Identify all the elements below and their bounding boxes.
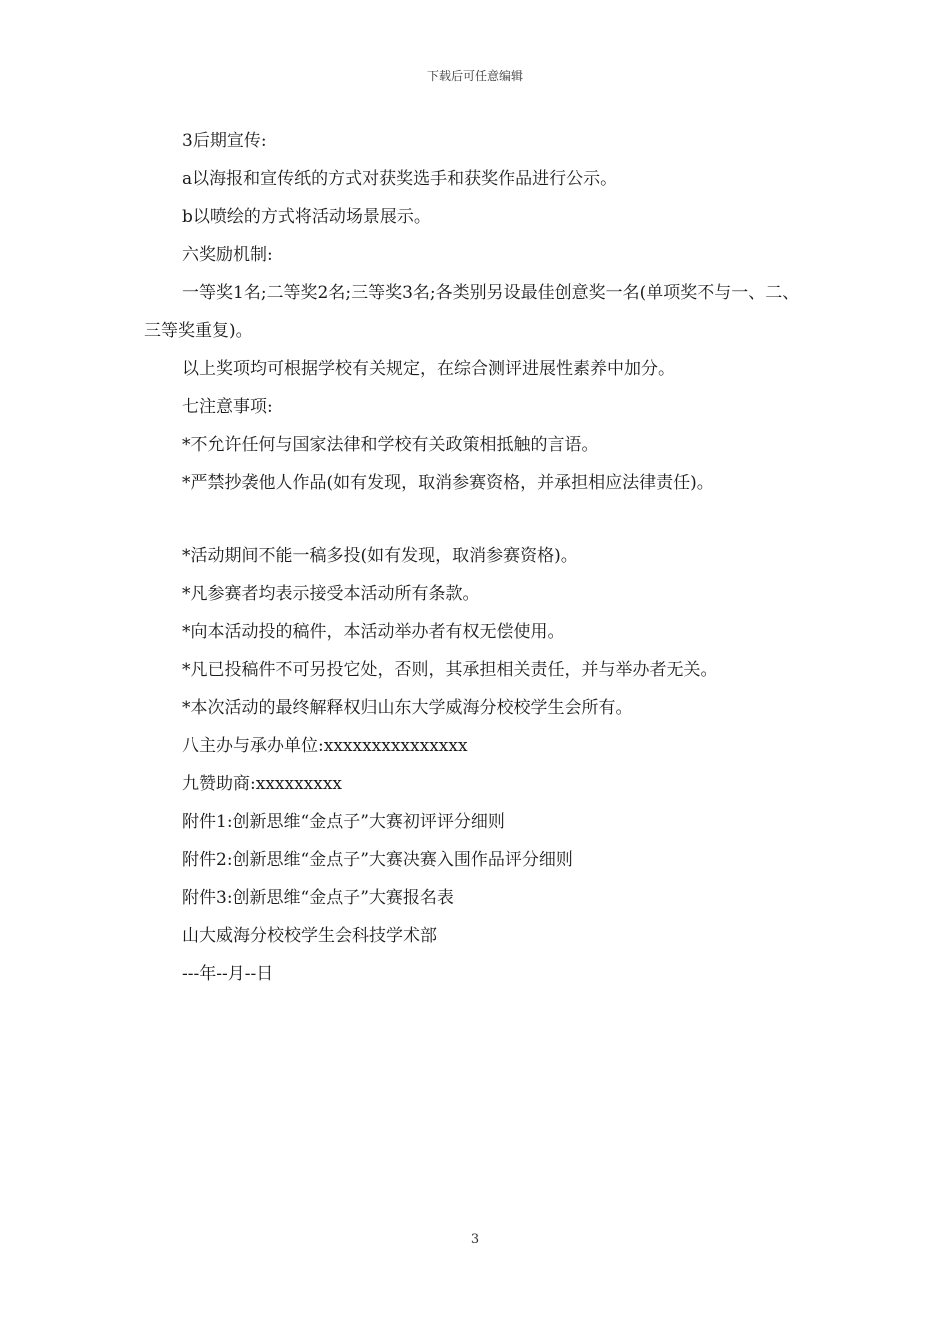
page-header: 下载后可任意编辑 [426,69,523,83]
blank-line [144,502,808,537]
paragraph-note-exclusive: *凡已投稿件不可另投它处，否则，其承担相关责任，并与举办者无关。 [182,660,718,680]
paragraph-note-law: *不允许任何与国家法律和学校有关政策相抵触的言语。 [182,435,599,455]
paragraph-notes-heading: 七注意事项: [182,397,273,417]
paragraph-date: ---年--月--日 [182,964,274,984]
paragraph-note-usage-rights: *向本活动投的稿件，本活动举办者有权无偿使用。 [182,622,565,642]
paragraph-poster-publicity: a以海报和宣传纸的方式对获奖选手和获奖作品进行公示。 [182,169,618,189]
paragraph-later-publicity: 3后期宣传: [182,131,267,151]
paragraph-sponsors: 九赞助商:xxxxxxxxx [182,774,343,794]
paragraph-awards: 一等奖1名;二等奖2名;三等奖3名;各类别另设最佳创意奖一名(单项奖不与一、二、三等奖重复)。 [144,283,800,341]
paragraph-attachment-2: 附件2:创新思维“金点子”大赛决赛入围作品评分细则 [182,850,573,870]
paragraph-note-plagiarism: *严禁抄袭他人作品(如有发现，取消参赛资格，并承担相应法律责任)。 [182,473,714,493]
paragraph-attachment-3: 附件3:创新思维“金点子”大赛报名表 [182,888,454,908]
paragraph-reward-heading: 六奖励机制: [182,245,273,265]
paragraph-note-multiple-submission: *活动期间不能一稿多投(如有发现，取消参赛资格)。 [182,546,578,566]
document-body [144,122,808,993]
paragraph-spray-painting: b以喷绘的方式将活动场景展示。 [182,207,431,227]
paragraph-signature-dept: 山大威海分校校学生会科技学术部 [182,926,437,946]
paragraph-note-interpretation: *本次活动的最终解释权归山东大学威海分校校学生会所有。 [182,698,633,718]
paragraph-awards-bonus: 以上奖项均可根据学校有关规定，在综合测评进展性素养中加分。 [182,359,675,379]
paragraph-attachment-1: 附件1:创新思维“金点子”大赛初评评分细则 [182,812,505,832]
paragraph-organizers: 八主办与承办单位:xxxxxxxxxxxxxxx [182,736,468,756]
paragraph-note-accept-terms: *凡参赛者均表示接受本活动所有条款。 [182,584,480,604]
page-number: 3 [470,1232,480,1247]
